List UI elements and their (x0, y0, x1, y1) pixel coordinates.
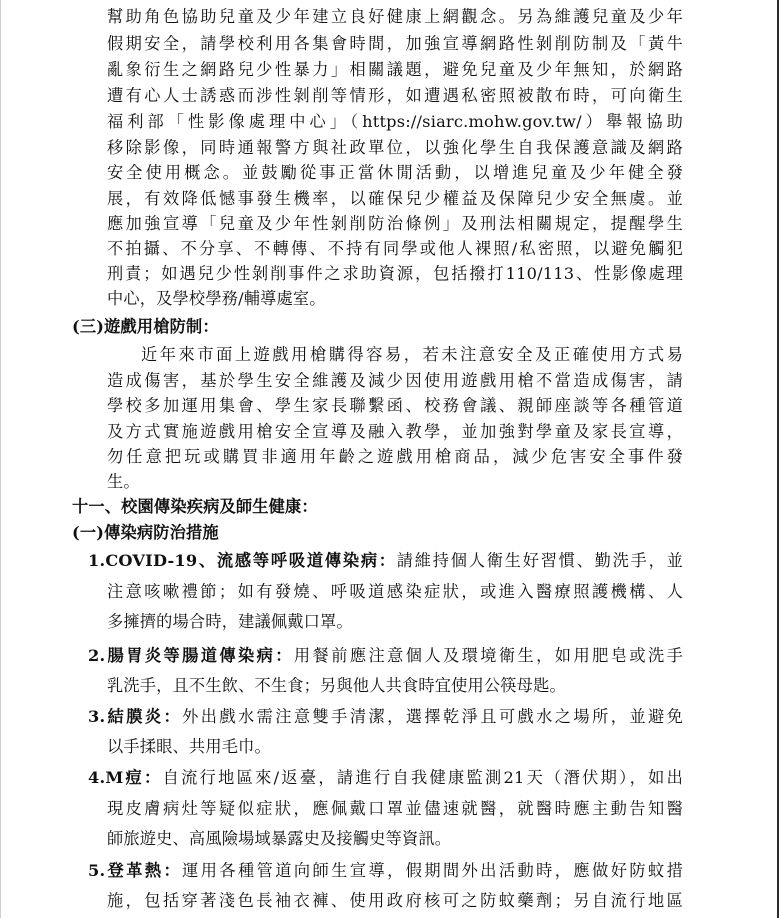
paragraph-line: 移除影像，同時通報警方與社政單位，以強化學生自我保護意識及網路 (107, 138, 683, 157)
item-text: 自流行地區來/返臺，請進行自我健康監測21天（潛伏期），如出 (162, 768, 683, 787)
paragraph-line: 中心，及學校學務/輔導處室。 (107, 289, 326, 308)
paragraph-line: 展，有效降低憾事發生機率，以確保兒少權益及保障兒少安全無虞。並 (107, 189, 683, 208)
item-number: 5. (88, 861, 106, 880)
item-number: 1. (88, 551, 106, 570)
item-text: 運用各種管道向師生宣導，假期間外出活動時，應做好防蚊措 (182, 861, 683, 880)
item-number: 3. (88, 707, 106, 726)
list-item (88, 704, 683, 729)
paragraph-line: 安全使用概念。並鼓勵從事正當休閒活動，以增進兒童及少年健全發 (107, 163, 683, 182)
paragraph-line: 及方式實施遊戲用槍安全宣導及融入教學，並加強對學童及家長宣導， (107, 422, 683, 441)
list-item (88, 548, 683, 573)
paragraph-line: 應加強宣導「兒童及少年性剝削防治條例」及刑法相關規定，提醒學生 (107, 214, 683, 233)
item-text: 用餐前應注意個人及環境衛生，如用肥皂或洗手 (293, 646, 684, 665)
paragraph-line: 現皮膚病灶等疑似症狀，應佩戴口罩並儘速就醫，就醫時應主動告知醫 (107, 799, 683, 818)
chapter-heading: 十一、校園傳染疾病及師生健康： (72, 497, 318, 516)
paragraph-line: 生。 (107, 472, 140, 491)
item-title: 登革熱： (105, 861, 183, 880)
section-heading: (三)遊戲用槍防制： (72, 317, 219, 336)
list-item (88, 858, 683, 883)
item-number: 2. (88, 646, 106, 665)
list-item (88, 765, 683, 790)
subsection-heading: (一)傳染病防治措施 (72, 523, 219, 542)
item-number: 4. (88, 768, 106, 787)
paragraph-line: 多擁擠的場合時，建議佩戴口罩。 (107, 612, 353, 631)
paragraph-line: 不拍攝、不分享、不轉傳、不持有同學或他人裸照/私密照，以避免觸犯 (107, 239, 683, 258)
paragraph-line: 造成傷害，基於學生安全維護及減少因使用遊戲用槍不當造成傷害，請 (107, 371, 683, 390)
item-text: 外出戲水需注意雙手清潔，選擇乾淨且可戲水之場所，並避免 (182, 707, 683, 726)
paragraph-line: 刑責；如遇兒少性剝削事件之求助資源，包括撥打110/113、性影像處理 (107, 264, 683, 283)
paragraph-line: 注意咳嗽禮節；如有發燒、呼吸道感染症狀，或進入醫療照護機構、人 (107, 582, 683, 601)
paragraph-line: 勿任意把玩或購買非適用年齡之遊戲用槍商品，減少危害安全事件發 (107, 447, 683, 466)
paragraph-line: 亂象衍生之網路兒少性暴力」相關議題，避免兒童及少年無知，於網路 (107, 60, 683, 79)
paragraph-line: 假期安全，請學校利用各集會時間，加強宣導網路性剝削防制及「黃牛 (107, 34, 683, 53)
list-item (88, 643, 683, 668)
paragraph-line: 施，包括穿著淺色長袖衣褲、使用政府核可之防蚊藥劑；另自流行地區 (107, 891, 683, 910)
paragraph-line: 乳洗手，且不生飲、不生食；另與他人共食時宜使用公筷母匙。 (107, 676, 566, 695)
paragraph-line: 福利部「性影像處理中心」（https://siarc.mohw.gov.tw/）舉報協助 (107, 112, 683, 131)
paragraph-line: 學校多加運用集會、學生家長聯繫函、校務會議、親師座談等各種管道 (107, 396, 683, 415)
paragraph-line: 以手揉眼、共用毛巾。 (107, 737, 271, 756)
item-title: 腸胃炎等腸道傳染病： (105, 646, 294, 665)
item-title: COVID-19、流感等呼吸道傳染病： (105, 551, 397, 570)
paragraph-line: 師旅遊史、高風險場域暴露史及接觸史等資訊。 (107, 829, 452, 848)
item-title: 結膜炎： (105, 707, 183, 726)
item-text: 請維持個人衛生好習慣、勤洗手，並 (396, 551, 683, 570)
paragraph-line: 幫助角色協助兒童及少年建立良好健康上網觀念。另為維護兒童及少年 (107, 7, 683, 26)
paragraph-line: 遭有心人士誘惑而涉性剝削等情形，如遭遇私密照被散布時，可向衛生 (107, 86, 683, 105)
item-title: M痘： (105, 768, 163, 787)
paragraph-line: 近年來市面上遊戲用槍購得容易，若未注意安全及正確使用方式易 (141, 345, 683, 364)
